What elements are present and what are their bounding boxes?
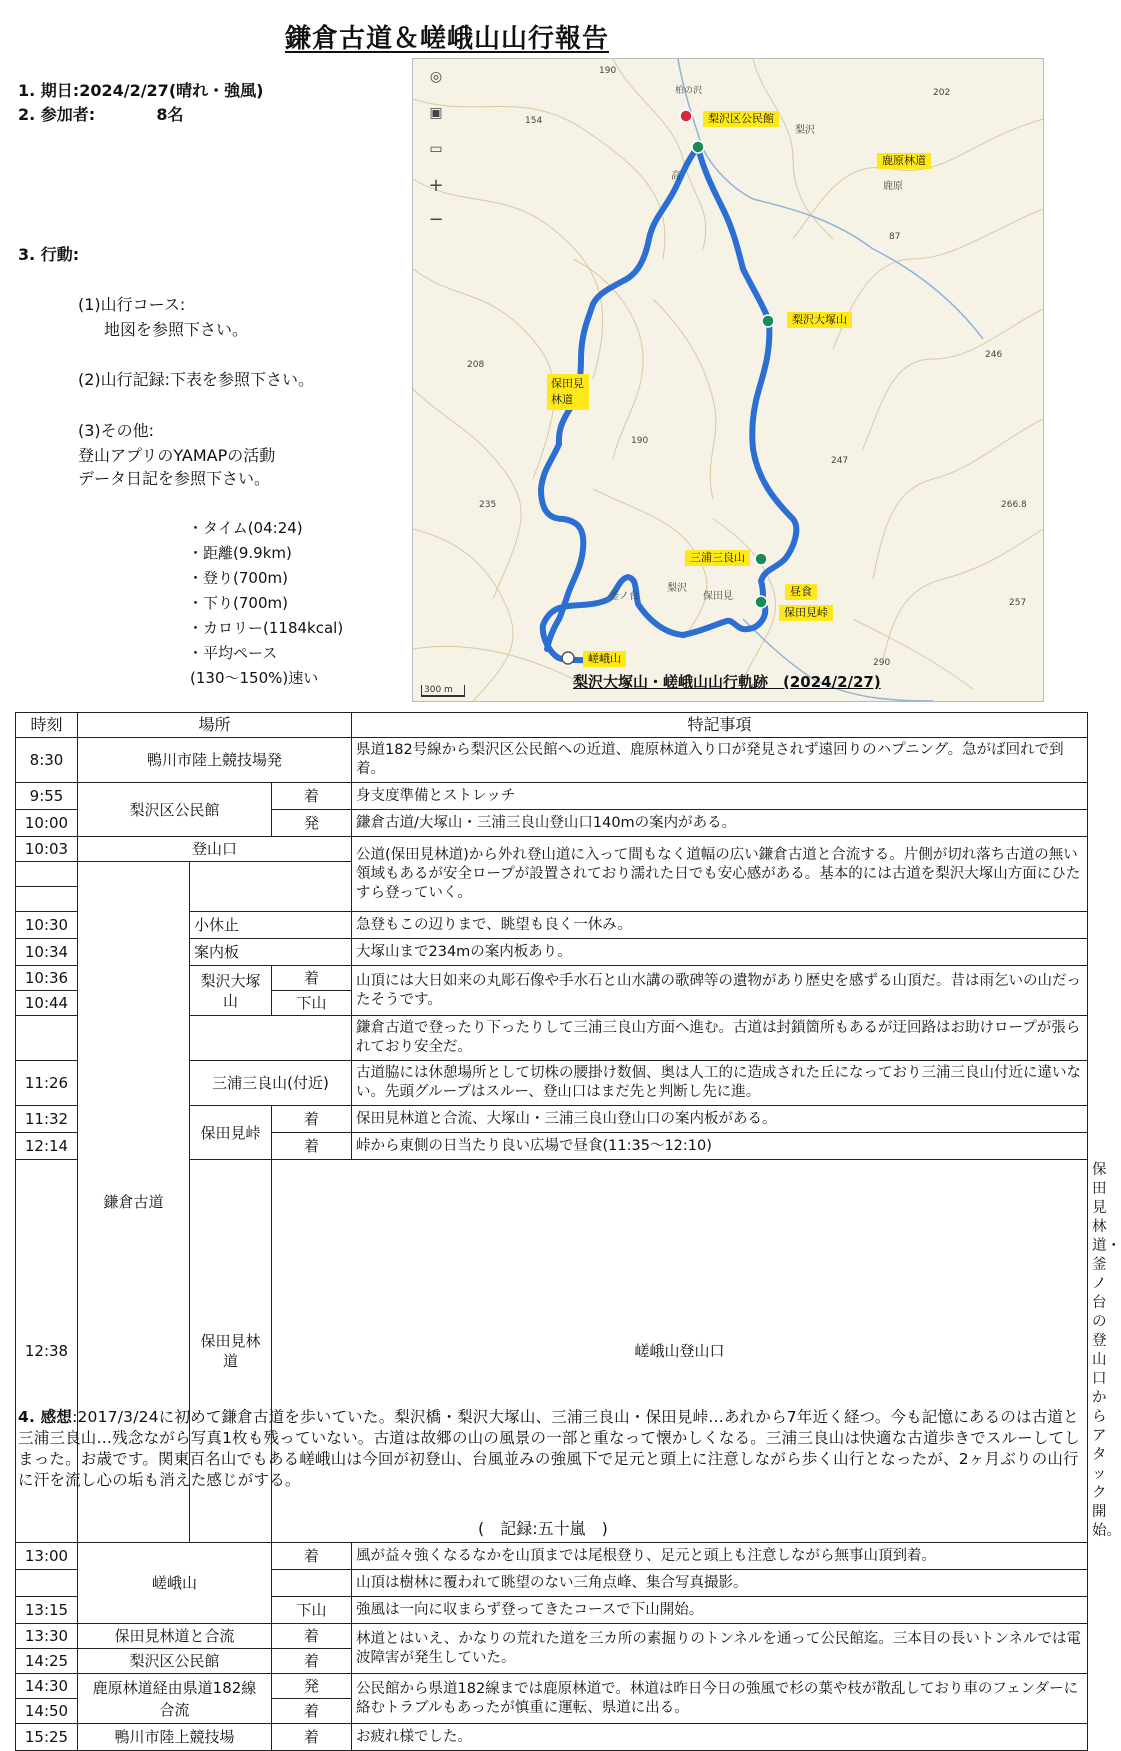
course-text: 地図を参照下さい。 (104, 320, 249, 339)
stat-ascent: ・登り(700m) (188, 569, 288, 587)
cell-time (16, 1016, 78, 1061)
cell-status: 着 (272, 1699, 352, 1724)
impression-paragraph (18, 1407, 1084, 1491)
elev-257: 257 (1009, 598, 1027, 608)
elev-202: 202 (933, 88, 951, 98)
cell-time: 8:30 (16, 738, 78, 783)
cell-place: 鴨川市陸上競技場 (78, 1724, 272, 1751)
cell-time: 10:30 (16, 912, 78, 939)
cell-time: 12:14 (16, 1133, 78, 1160)
elev-235: 235 (479, 500, 497, 510)
cell-place: 嵯峨山 (78, 1543, 272, 1624)
participants-value: 8名 (156, 105, 184, 124)
compass-icon[interactable]: ◎ (429, 69, 443, 85)
table-row: 12:38 保田見林道 嵯峨山登山口 保田見林道・釜ノ台の登山口からアタック開始。 (16, 1160, 1088, 1543)
place-kamanodai: 釜ノ台 (609, 591, 639, 602)
participants-row (18, 102, 183, 125)
cell-place: 三浦三良山(付近) (190, 1061, 352, 1106)
label-hodami-rindo: 保田見林道 (547, 374, 589, 410)
cell-status: 着 (272, 783, 352, 810)
table-row (16, 783, 1088, 810)
action-label: 3. 行動: (18, 245, 80, 264)
cell-time: 13:30 (16, 1624, 78, 1649)
date-label: 1. 期日 (18, 81, 73, 100)
stat-time: ・タイム(04:24) (188, 519, 303, 537)
elev-190: 190 (631, 436, 649, 446)
activity-log-table (15, 712, 1121, 1751)
cell-place: 登山口 (78, 837, 352, 862)
cell-note: 強風は一向に収まらず登ってきたコースで下山開始。 (352, 1597, 1088, 1624)
label-otsukayama: 梨沢大塚山 (787, 312, 852, 328)
cell-status: 発 (272, 1674, 352, 1699)
cell-empty (190, 862, 352, 887)
cell-note: 公道(保田見林道)から外れ登山道に入って間もなく道幅の広い鎌倉古道と合流する。片側が切れ落ち古道の無い領域もあるが安全ロープが設置されており濡れた日でも安心感がある。基本的には古道を梨沢大塚山方面にひたすら登っていく。 (352, 837, 1088, 912)
cell-status (272, 1570, 352, 1597)
cell-time: 13:15 (16, 1597, 78, 1624)
header-notes: 特記事項 (352, 713, 1088, 738)
cell-note: 林道とはいえ、かなりの荒れた道を三カ所の素掘りのトンネルを通って公民館迄。三本目の長いトンネルでは電波障害が発生していた。 (352, 1624, 1088, 1674)
place-kashiwa: 柏の沢 (675, 86, 703, 96)
label-lunch: 昼食 (785, 584, 817, 600)
date-row (18, 78, 263, 101)
other-line2: データ日記を参照下さい。 (78, 469, 271, 488)
cell-status: 着 (272, 1649, 352, 1674)
route-map (412, 58, 1044, 702)
other-line1: 登山アプリのYAMAPの活動 (78, 446, 276, 465)
label-community-hall: 梨沢区公民館 (703, 111, 779, 127)
cell-note: 身支度準備とストレッチ (352, 783, 1088, 810)
cell-time: 12:38 (16, 1160, 78, 1543)
stat-calories: ・カロリー(1184kcal) (188, 619, 344, 637)
place-hodami: 保田見 (703, 591, 733, 602)
elev-208: 208 (467, 360, 485, 370)
table-row (16, 1543, 1088, 1570)
cell-note: 保田見林道と合流、大塚山・三浦三良山登山口の案内板がある。 (352, 1106, 1088, 1133)
cell-time: 14:25 (16, 1649, 78, 1674)
map-scale: 300 m (421, 685, 465, 697)
cell-time: 14:30 (16, 1674, 78, 1699)
layers-icon[interactable]: ▭ (429, 141, 443, 157)
cell-note: 古道脇には休憩場所として切株の腰掛け数個、奥は人工的に造成された丘になっており三浦三良山付近に違いない。先頭グループはスルー、登山口はまだ先と判断し先に進。 (352, 1061, 1088, 1106)
cell-note: 急登もこの辺りまで、眺望も良く一休み。 (352, 912, 1088, 939)
stat-pace-value: (130～150%)速い (190, 669, 319, 687)
elev-87: 87 (889, 232, 901, 242)
cell-time: 10:36 (16, 966, 78, 991)
cell-place: 保田見林道 (190, 1160, 272, 1543)
cell-status: 着 (272, 1133, 352, 1160)
cell-time: 10:34 (16, 939, 78, 966)
cell-place: 梨沢大塚山 (190, 966, 272, 1016)
participants-label: 2. 参加者: (18, 105, 96, 124)
cell-place: 鹿原林道経由県道182線合流 (78, 1674, 272, 1724)
cell-time (16, 1570, 78, 1597)
impression-label: 4. 感想 (18, 1408, 73, 1426)
zoom-in-icon[interactable]: + (428, 175, 444, 196)
cell-status: 発 (272, 810, 352, 837)
report-title: 鎌倉古道＆嵯峨山山行報告 (285, 24, 610, 54)
cell-time: 15:25 (16, 1724, 78, 1751)
place-taka: 高 (671, 171, 681, 182)
cell-place: 案内板 (190, 939, 352, 966)
elev-154: 154 (525, 116, 543, 126)
table-row (16, 1724, 1088, 1751)
zoom-out-icon[interactable]: − (428, 209, 444, 230)
stat-distance: ・距離(9.9km) (188, 544, 292, 562)
cell-empty (190, 1016, 352, 1061)
map-graphic (413, 59, 1043, 701)
camera-icon[interactable]: ▣ (429, 105, 443, 121)
cell-time: 10:03 (16, 837, 78, 862)
place-kanohara: 鹿原 (883, 181, 903, 192)
cell-section-kamakura: 鎌倉古道 (78, 862, 190, 1543)
label-sagayama: 嵯峨山 (583, 651, 626, 667)
cell-empty (190, 887, 352, 912)
cell-note: 公民館から県道182線までは鹿原林道で。林道は昨日今日の強風で杉の葉や枝が散乱しており車のフェンダーに絡むトラブルもあったが慎重に運転、県道に出る。 (352, 1674, 1088, 1724)
cell-time: 9:55 (16, 783, 78, 810)
cell-note: 山頂は樹林に覆われて眺望のない三角点峰、集合写真撮影。 (352, 1570, 1088, 1597)
cell-note: 鎌倉古道/大塚山・三浦三良山登山口140mの案内がある。 (352, 810, 1088, 837)
table-row (16, 1624, 1088, 1649)
place-nashizawa-v: 梨沢 (667, 583, 687, 594)
cell-time (16, 887, 78, 912)
contour-lines (413, 59, 1043, 701)
table-header (16, 713, 1088, 738)
cell-place: 保田見林道と合流 (78, 1624, 272, 1649)
elev-246: 246 (985, 350, 1003, 360)
cell-time (16, 862, 78, 887)
cell-note: お疲れ様でした。 (352, 1724, 1088, 1751)
cell-place: 嵯峨山登山口 (272, 1160, 1088, 1543)
cell-status: 着 (272, 966, 352, 991)
cell-note: 大塚山まで234mの案内板あり。 (352, 939, 1088, 966)
date-value: :2024/2/27(晴れ・強風) (72, 81, 264, 100)
cell-note: 鎌倉古道で登ったり下ったりして三浦三良山方面へ進む。古道は封鎖箇所もあるが迂回路はお助けロープが張られており安全だ。 (352, 1016, 1088, 1061)
elev-290: 290 (873, 658, 891, 668)
cell-time: 10:44 (16, 991, 78, 1016)
cell-time: 10:00 (16, 810, 78, 837)
cell-status: 下山 (272, 991, 352, 1016)
cell-status: 着 (272, 1543, 352, 1570)
course-heading: (1)山行コース: (78, 295, 186, 314)
other-heading: (3)その他: (78, 421, 155, 440)
stat-descent: ・下り(700m) (188, 594, 288, 612)
map-text (467, 66, 1027, 668)
header-place: 場所 (78, 713, 352, 738)
header-time: 時刻 (16, 713, 78, 738)
elev-266: 266.8 (1001, 500, 1027, 510)
label-kanohara-rindo: 鹿原林道 (877, 153, 931, 169)
table-row (16, 837, 1088, 862)
elev-247: 247 (831, 456, 849, 466)
cell-status: 着 (272, 1624, 352, 1649)
place-nashizawa: 梨沢 (795, 125, 815, 136)
label-hodami-pass: 保田見峠 (779, 605, 833, 621)
cell-status: 下山 (272, 1597, 352, 1624)
stat-pace: ・平均ペース (188, 644, 278, 662)
elev-190b: 190 (599, 66, 617, 76)
cell-note: 風が益々強くなるなかを山頂までは尾根登り、足元と頭上も注意しながら無事山頂到着。 (352, 1543, 1088, 1570)
cell-place: 鴨川市陸上競技場発 (78, 738, 352, 783)
cell-note: 県道182号線から梨沢区公民館への近道、鹿原林道入り口が発見されず遠回りのハプニング。急がば回れで到着。 (352, 738, 1088, 783)
cell-time: 11:26 (16, 1061, 78, 1106)
cell-note: 山頂には大日如来の丸彫石像や手水石と山水講の歌碑等の遺物があり歴史を感ずる山頂だ。昔は雨乞いの山だったそうです。 (352, 966, 1088, 1016)
cell-place: 小休止 (190, 912, 352, 939)
cell-time: 14:50 (16, 1699, 78, 1724)
cell-status: 着 (272, 1106, 352, 1133)
cell-time: 11:32 (16, 1106, 78, 1133)
table-row (16, 738, 1088, 783)
record-heading: (2)山行記録:下表を参照下さい。 (78, 370, 315, 389)
cell-place: 梨沢区公民館 (78, 1649, 272, 1674)
cell-note: 峠から東側の日当たり良い広場で昼食(11:35～12:10) (352, 1133, 1088, 1160)
cell-place: 梨沢区公民館 (78, 783, 272, 837)
map-caption: 梨沢大塚山・嵯峨山山行軌跡 (2024/2/27) (573, 673, 881, 691)
table-row (16, 1674, 1088, 1699)
recorder-credit: ( 記録:五十嵐 ) (478, 1519, 608, 1538)
cell-time: 13:00 (16, 1543, 78, 1570)
cell-status: 着 (272, 1724, 352, 1751)
impression-text: :2017/3/24に初めて鎌倉古道を歩いていた。梨沢橋・梨沢大塚山、三浦三良山・保田見峠…あれから7年近く経つ。今も記憶にあるのは古道と三浦三良山…残念ながら写真1枚も残っていない。古道は故郷の山の風景の一部と重なって懐かしくなる。三浦三良山は快適な古道歩きでスルーしてしまった。お歳です。関東百名山でもある嵯峨山は今回が初登山、台風並みの強風下で足元と頭上に注意しながら歩く山行となったが、2ヶ月ぶりの山行に汗を流し心の垢も消えた感じがする。 (18, 1408, 1080, 1489)
cell-place: 保田見峠 (190, 1106, 272, 1160)
label-miura: 三浦三良山 (685, 550, 750, 566)
